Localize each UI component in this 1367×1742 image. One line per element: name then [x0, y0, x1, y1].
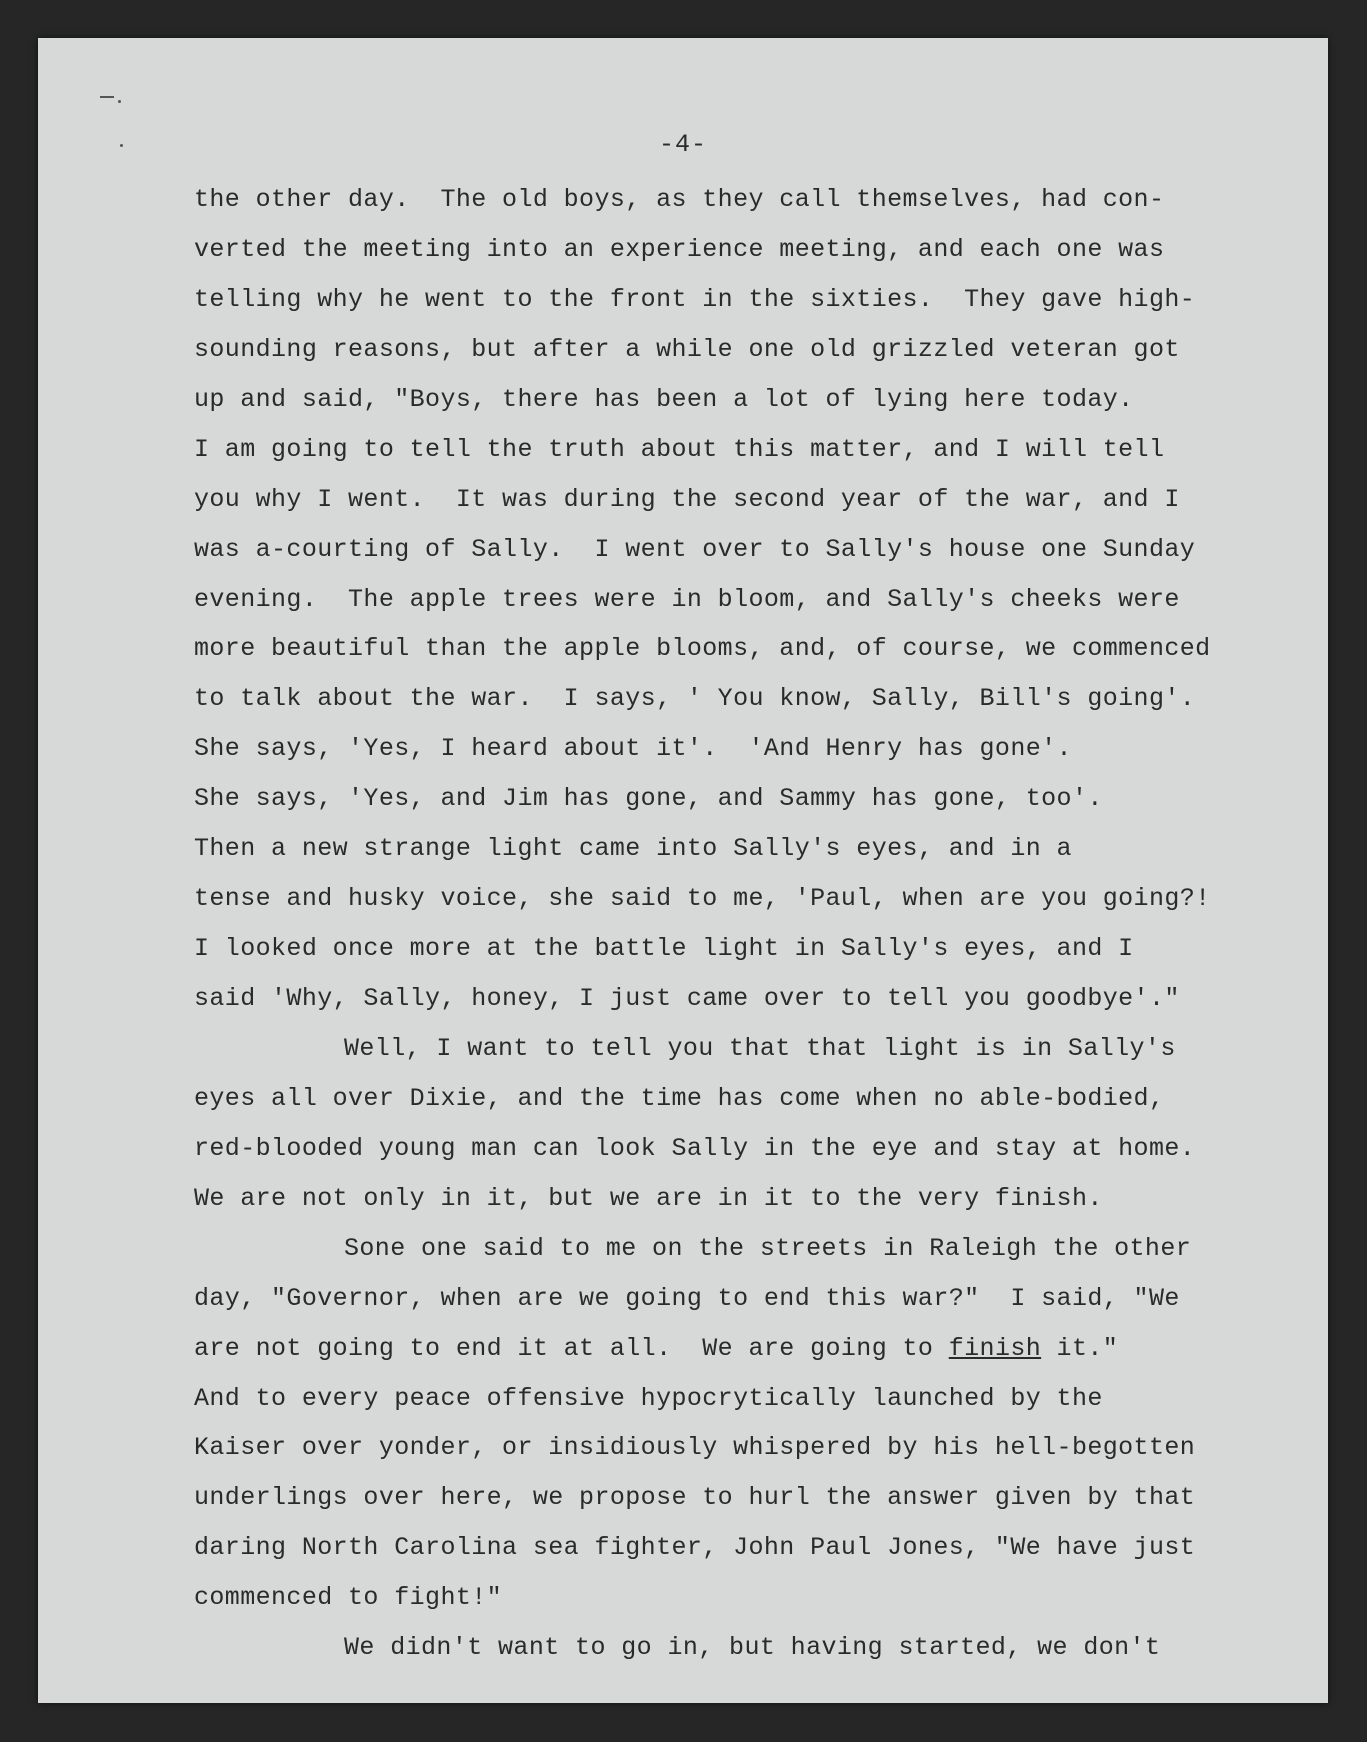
margin-mark [118, 100, 121, 103]
text-segment: it." [1041, 1333, 1119, 1363]
text-line: sounding reasons, but after a while one old grizzled veteran got [194, 334, 1180, 364]
text-line: eyes all over Dixie, and the time has come when no able-bodied, [194, 1083, 1165, 1113]
text-line: And to every peace offensive hypocrytically launched by the [194, 1383, 1103, 1413]
text-line: She says, 'Yes, and Jim has gone, and Sammy has gone, too'. [194, 784, 1103, 814]
text-line: telling why he went to the front in the sixties. They gave high- [194, 284, 1196, 314]
text-line: I am going to tell the truth about this matter, and I will tell [194, 434, 1165, 464]
text-line: She says, 'Yes, I heard about it'. 'And Henry has gone'. [194, 734, 1072, 764]
text-line: I looked once more at the battle light in Sally's eyes, and I [194, 934, 1134, 964]
page-number: -4- [658, 130, 707, 159]
text-line: day, "Governor, when are we going to end this war?" I said, "We [194, 1283, 1180, 1313]
underlined-word: finish [948, 1333, 1042, 1363]
text-line: red-blooded young man can look Sally in the eye and stay at home. [194, 1133, 1196, 1163]
text-line: Then a new strange light came into Sally's eyes, and in a [194, 834, 1072, 864]
margin-mark [100, 96, 114, 98]
text-line: evening. The apple trees were in bloom, and Sally's cheeks were [194, 584, 1180, 614]
text-line: said 'Why, Sally, honey, I just came over to tell you goodbye'." [194, 984, 1180, 1013]
text-line: Well, I want to tell you that that light is in Sally's [344, 1033, 1176, 1063]
text-line: to talk about the war. I says, ' You know, Sally, Bill's going'. [194, 684, 1196, 714]
text-line: underlings over here, we propose to hurl the answer given by that [194, 1483, 1196, 1513]
text-line: daring North Carolina sea fighter, John Paul Jones, "We have just [194, 1533, 1196, 1563]
text-segment: are not going to end it at all. We are going to [194, 1333, 949, 1363]
text-line: more beautiful than the apple blooms, and, of course, we commenced [194, 634, 1211, 664]
text-line: We are not only in it, but we are in it to the very finish. [194, 1183, 1103, 1213]
text-line [194, 1324, 1254, 1374]
text-line: up and said, "Boys, there has been a lot of lying here today. [194, 384, 1134, 414]
text-line: commenced to fight!" [194, 1583, 503, 1613]
text-line: tense and husky voice, she said to me, 'Paul, when are you going?! [194, 884, 1211, 914]
document-page [38, 38, 1328, 1703]
text-line: was a-courting of Sally. I went over to Sally's house one Sunday [194, 534, 1196, 564]
typed-letter-body [194, 175, 1254, 1673]
text-line: you why I went. It was during the second year of the war, and I [194, 484, 1180, 514]
text-line: We didn't want to go in, but having started, we don't [344, 1633, 1161, 1663]
text-line: Sone one said to me on the streets in Raleigh the other [344, 1233, 1192, 1263]
text-line: Kaiser over yonder, or insidiously whispered by his hell-begotten [194, 1433, 1196, 1463]
text-line: verted the meeting into an experience meeting, and each one was [194, 234, 1165, 264]
text-line: the other day. The old boys, as they call themselves, had con- [194, 185, 1165, 214]
